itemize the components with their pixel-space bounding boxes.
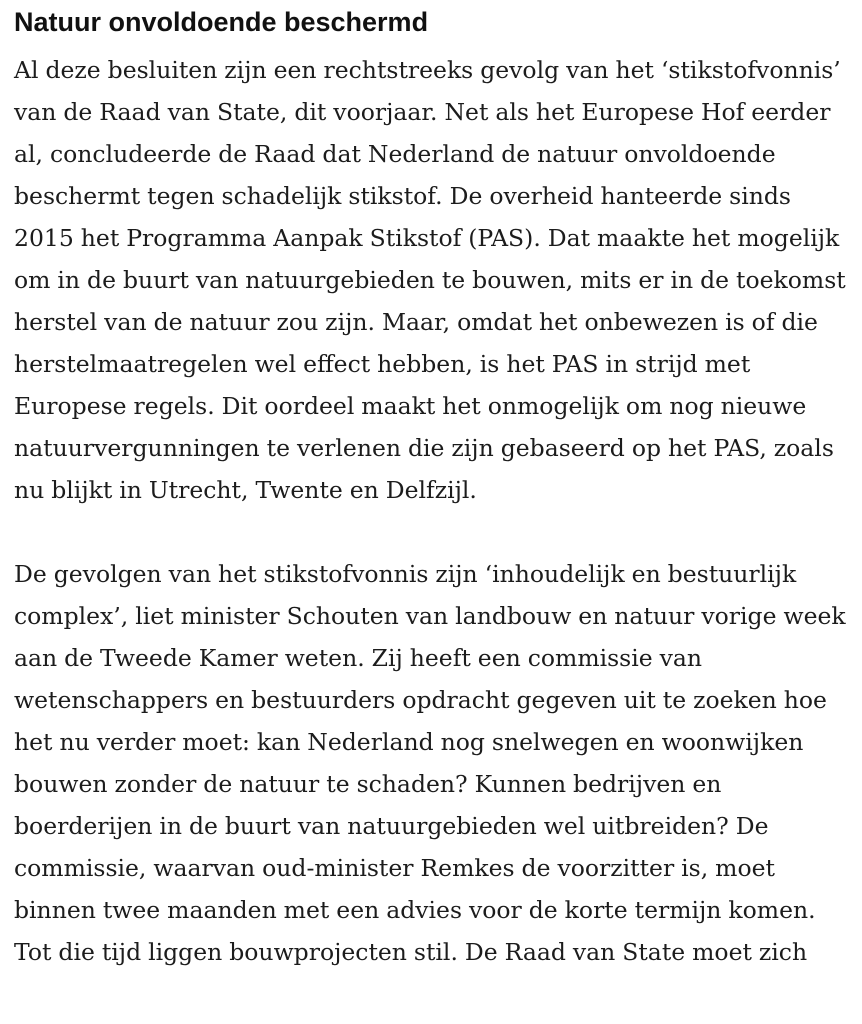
section-heading: Natuur onvoldoende beschermd	[14, 7, 429, 37]
paragraph-gevolgen: De gevolgen van het stikstofvonnis zijn ‘inhoudelijk en bestuurlijk complex’, liet minister Schouten van landbouw en natuur vorige week aan de Tweede Kamer weten. Zij heeft een commissie van wetenschappers en bestuurders opdracht gegeven uit te zoeken hoe het nu verder moet: kan Nederland nog snelwegen en woonwijken bouwen zonder de natuur te schaden? Kunnen bedrijven en boerderijen in de buurt van natuurgebieden wel uitbreiden? De commissie, waarvan oud-minister Remkes de voorzitter is, moet binnen twee maanden met een advies voor de korte termijn komen. Tot die tijd liggen bouwprojecten stil. De Raad van State moet zich	[14, 560, 846, 966]
paragraph-stikstofvonnis: Al deze besluiten zijn een rechtstreeks gevolg van het ‘stikstofvonnis’ van de Raad van State, dit voorjaar. Net als het Europese Hof eerder al, concludeerde de Raad dat Nederland de natuur onvoldoende beschermt tegen schadelijk stikstof. De overheid hanteerde sinds 2015 het Programma Aanpak Stikstof (PAS). Dat maakte het mogelijk om in de buurt van natuurgebieden te bouwen, mits er in de toekomst herstel van de natuur zou zijn. Maar, omdat het onbewezen is of die herstelmaatregelen wel effect hebben, is het PAS in strijd met Europese regels. Dit oordeel maakt het onmogelijk om nog nieuwe natuurvergunningen te verlenen die zijn gebaseerd op het PAS, zoals nu blijkt in Utrecht, Twente en Delfzijl.	[14, 56, 846, 504]
